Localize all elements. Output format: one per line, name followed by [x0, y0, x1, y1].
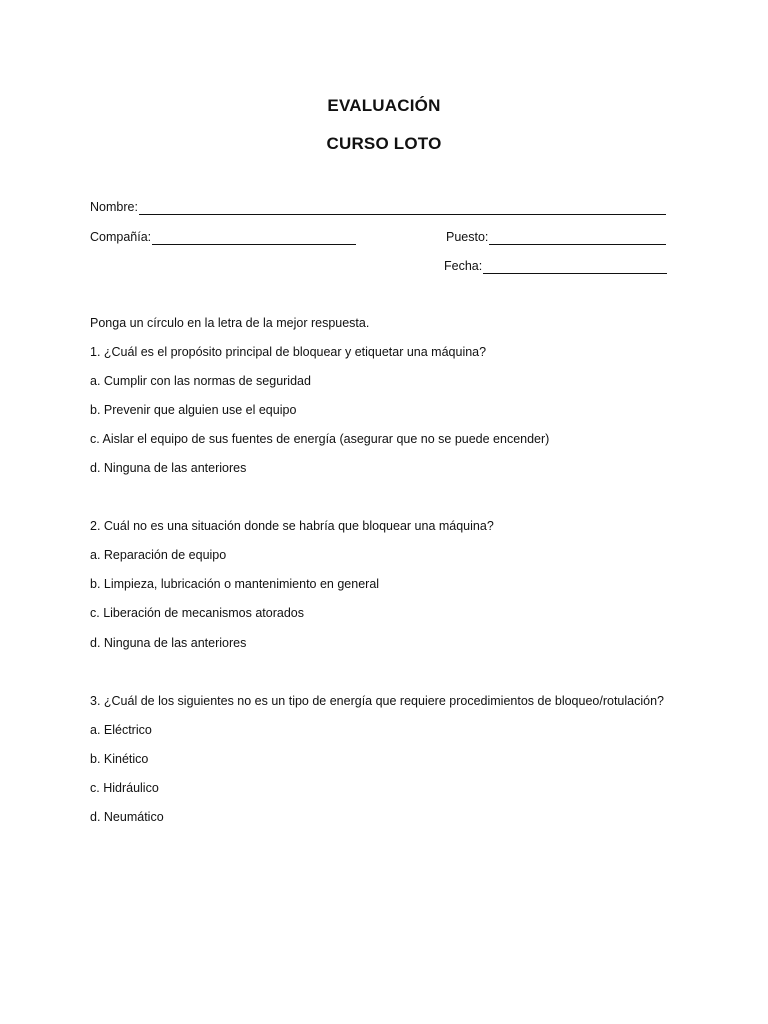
question-2-option-b[interactable]: b. Limpieza, lubricación o mantenimiento en general — [90, 577, 380, 591]
question-1-option-b[interactable]: b. Prevenir que alguien use el equipo — [90, 403, 297, 417]
question-1-option-d[interactable]: d. Ninguna de las anteriores — [90, 461, 247, 475]
date-label: Fecha: — [444, 259, 483, 273]
question-2-option-c[interactable]: c. Liberación de mecanismos atorados — [90, 606, 305, 620]
position-blank-line[interactable] — [489, 231, 666, 245]
date-field[interactable] — [444, 258, 667, 274]
company-blank-line[interactable] — [152, 231, 356, 245]
question-2-option-d[interactable]: d. Ninguna de las anteriores — [90, 636, 247, 650]
question-1-option-c[interactable]: c. Aislar el equipo de sus fuentes de energía (asegurar que no se puede encender) — [90, 432, 550, 446]
company-field[interactable] — [90, 229, 356, 245]
name-label: Nombre: — [90, 200, 138, 214]
position-label: Puesto: — [446, 230, 489, 244]
document-title: EVALUACIÓN — [327, 96, 441, 115]
question-2-option-a[interactable]: a. Reparación de equipo — [90, 548, 227, 562]
question-3-option-a[interactable]: a. Eléctrico — [90, 723, 152, 737]
company-label: Compañía: — [90, 230, 152, 244]
question-1-text: 1. ¿Cuál es el propósito principal de bloquear y etiquetar una máquina? — [90, 345, 487, 359]
position-field[interactable] — [446, 229, 666, 245]
question-3-text: 3. ¿Cuál de los siguientes no es un tipo de energía que requiere procedimientos de bloqueo/rotulación? — [90, 694, 664, 708]
name-blank-line[interactable] — [139, 201, 666, 215]
question-3-option-c[interactable]: c. Hidráulico — [90, 781, 159, 795]
document-subtitle: CURSO LOTO — [326, 134, 442, 153]
question-3-option-d[interactable]: d. Neumático — [90, 810, 164, 824]
question-1-option-a[interactable]: a. Cumplir con las normas de seguridad — [90, 374, 311, 388]
date-blank-line[interactable] — [483, 260, 667, 274]
instructions-text: Ponga un círculo en la letra de la mejor respuesta. — [90, 316, 370, 330]
question-3-option-b[interactable]: b. Kinético — [90, 752, 149, 766]
question-2-text: 2. Cuál no es una situación donde se habría que bloquear una máquina? — [90, 519, 494, 533]
name-field[interactable] — [90, 199, 666, 215]
